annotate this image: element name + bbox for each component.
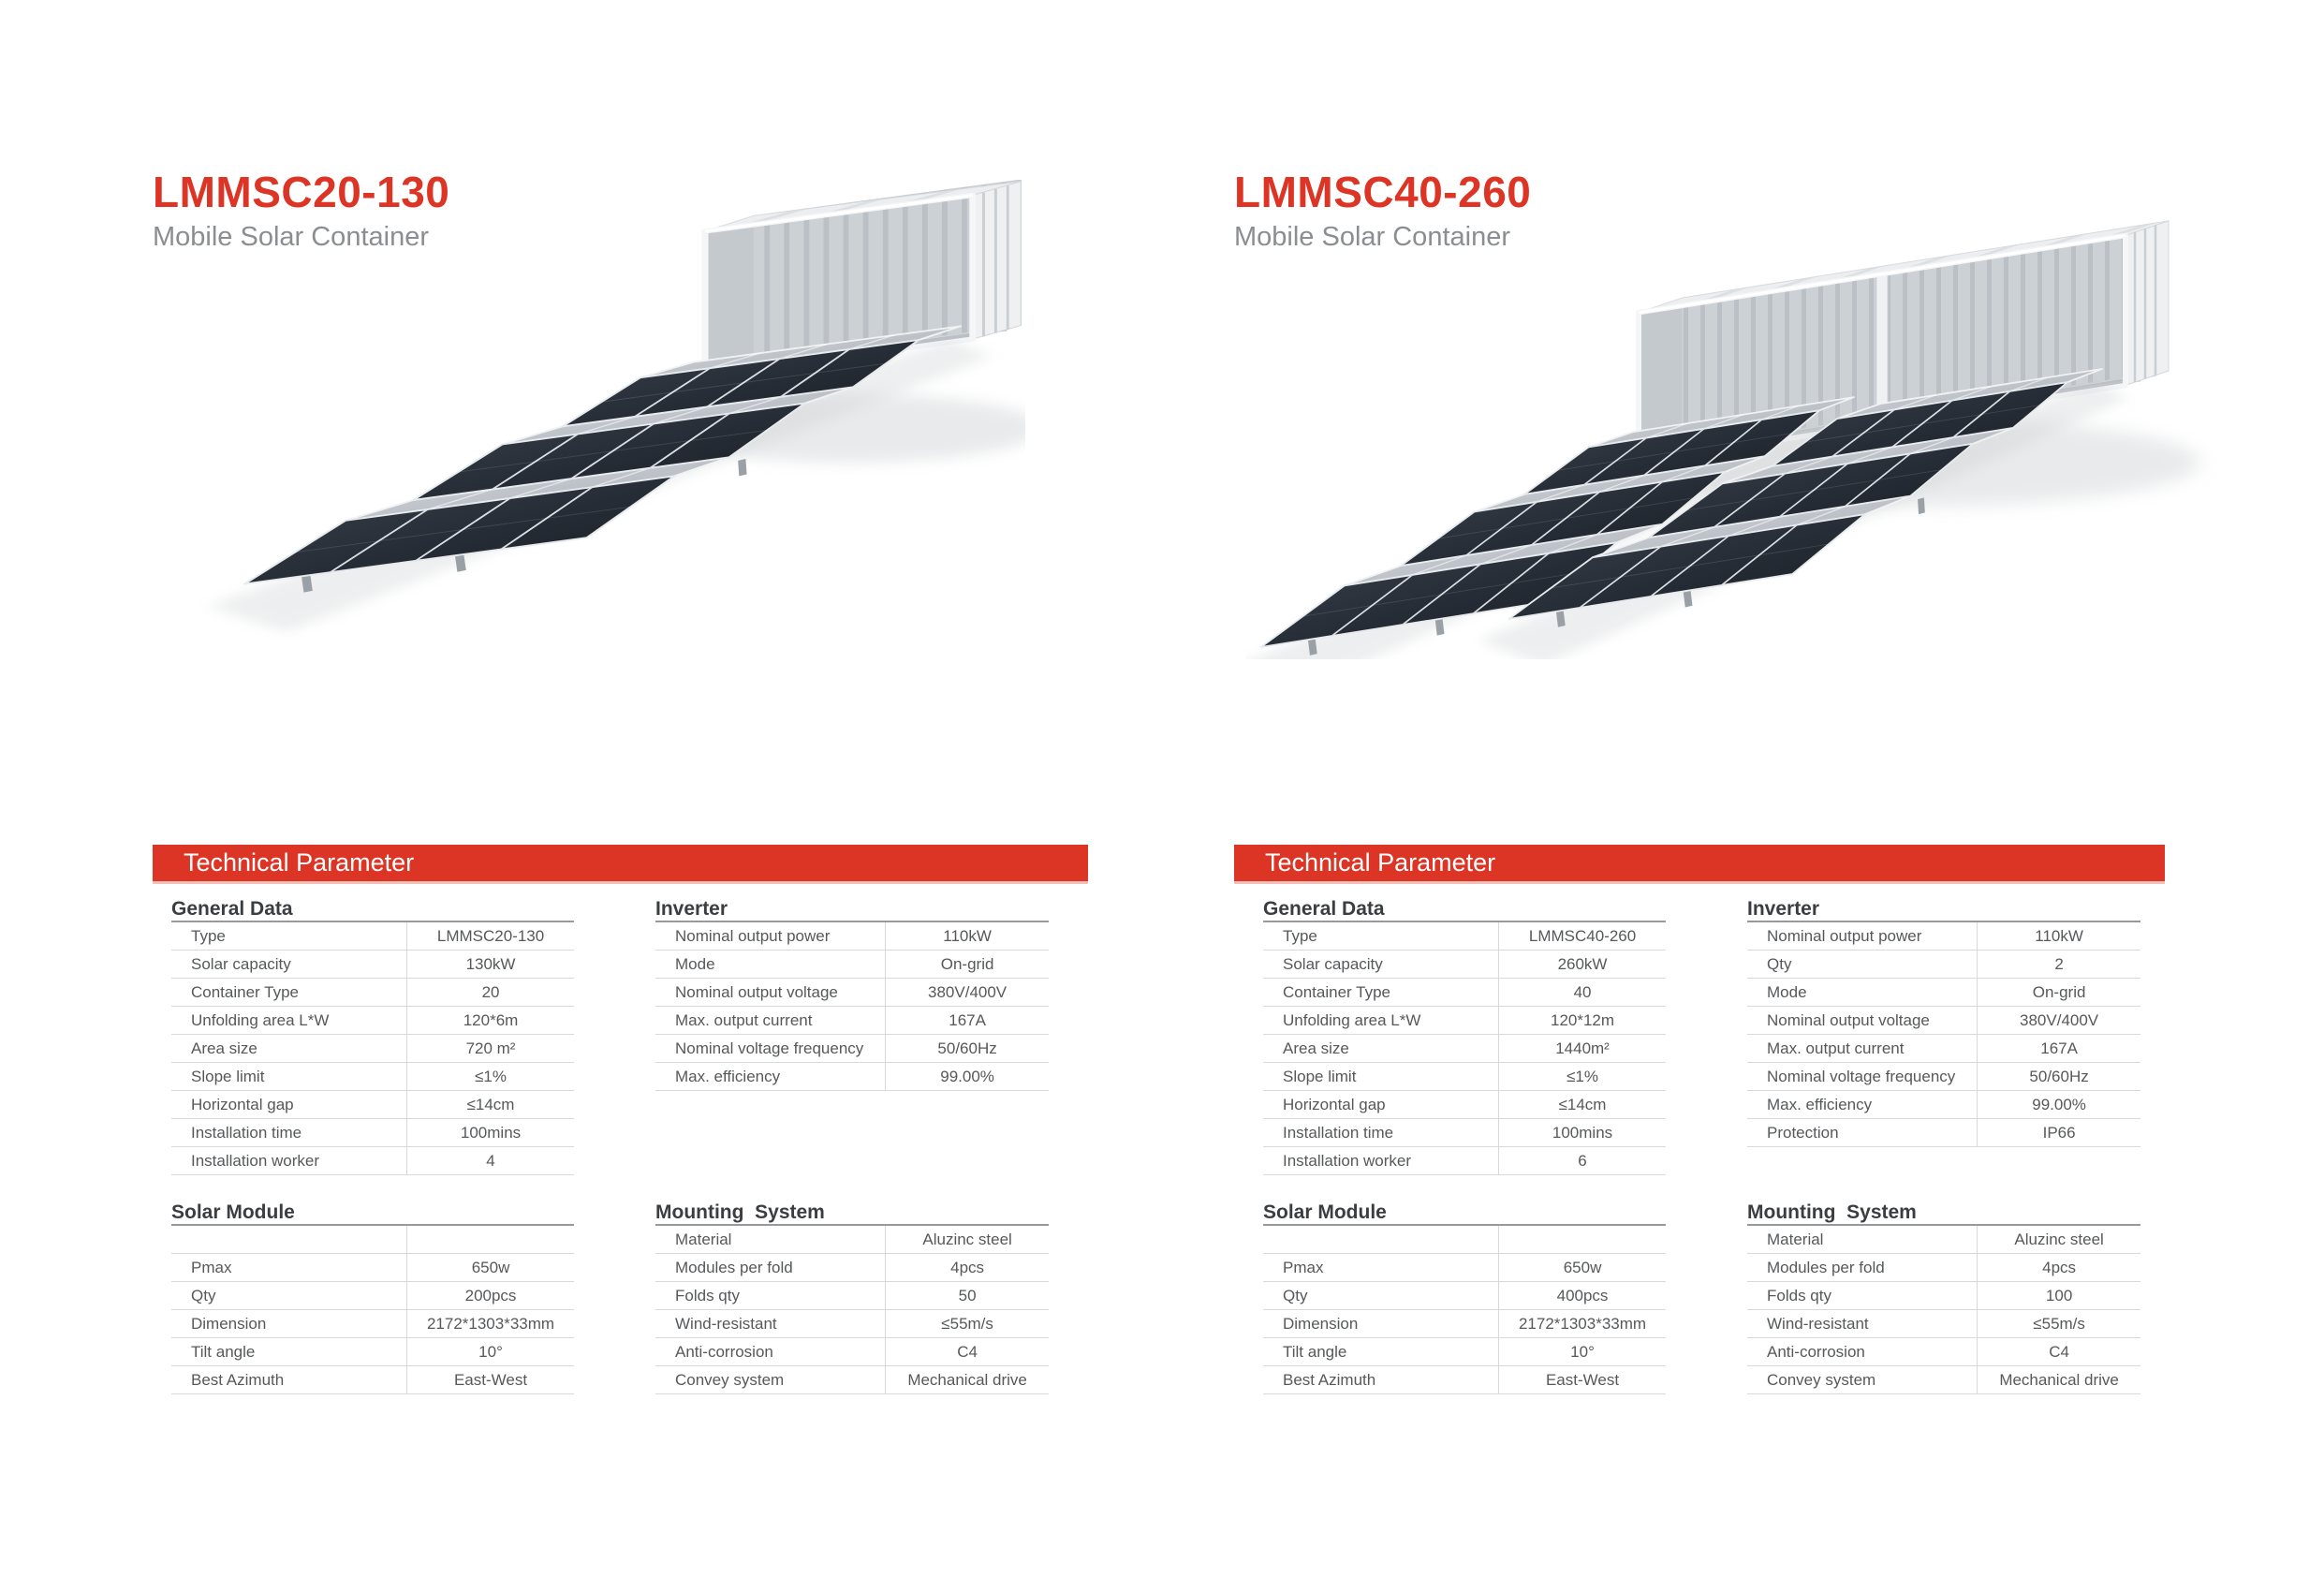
spec-value: 200pcs bbox=[407, 1282, 574, 1310]
spec-value: 380V/400V bbox=[1978, 1007, 2140, 1035]
section-title: General Data bbox=[171, 898, 293, 920]
table-row bbox=[655, 1225, 1049, 1254]
table-row bbox=[1263, 1282, 1666, 1310]
table-row bbox=[1263, 951, 1666, 979]
spec-value: 167A bbox=[886, 1007, 1049, 1035]
table-row bbox=[1263, 921, 1666, 951]
table-row bbox=[1263, 1091, 1666, 1119]
table-row bbox=[1747, 1063, 2140, 1091]
spec-value: 2172*1303*33mm bbox=[407, 1310, 574, 1338]
spec-label: Folds qty bbox=[655, 1282, 886, 1310]
spec-value: On-grid bbox=[886, 951, 1049, 979]
table-row bbox=[1747, 1282, 2140, 1310]
spec-label: Slope limit bbox=[171, 1063, 407, 1091]
spec-value: LMMSC40-260 bbox=[1528, 926, 1637, 945]
spec-label: Unfolding area L*W bbox=[171, 1007, 407, 1035]
spec-label: Anti-corrosion bbox=[655, 1338, 886, 1366]
spec-label: Pmax bbox=[1263, 1254, 1499, 1282]
spec-label: Folds qty bbox=[1747, 1282, 1978, 1310]
spec-label bbox=[1263, 1225, 1499, 1254]
table-row bbox=[1263, 1338, 1666, 1366]
spec-section-mounting-system bbox=[655, 1201, 1049, 1394]
spec-value: 100mins bbox=[1499, 1119, 1666, 1147]
spec-label: Nominal output power bbox=[655, 921, 886, 951]
spec-value: 110kW bbox=[943, 926, 992, 945]
section-title: Solar Module bbox=[1263, 1201, 1387, 1223]
spec-label: Solar capacity bbox=[171, 951, 407, 979]
table-row bbox=[1263, 1254, 1666, 1282]
table-row bbox=[1263, 1366, 1666, 1394]
spec-table bbox=[171, 1224, 574, 1394]
spec-value: 100 bbox=[1978, 1282, 2140, 1310]
spec-table bbox=[1263, 1224, 1666, 1394]
table-row bbox=[1747, 1225, 2140, 1254]
spec-label: Nominal voltage frequency bbox=[655, 1035, 886, 1063]
spec-label: Area size bbox=[171, 1035, 407, 1063]
spec-label: Tilt angle bbox=[1263, 1338, 1499, 1366]
spec-value: ≤1% bbox=[1499, 1063, 1666, 1091]
spec-section-solar-module bbox=[1263, 1201, 1666, 1394]
spec-label: Max. output current bbox=[1747, 1035, 1978, 1063]
spec-value: 650w bbox=[1499, 1254, 1666, 1282]
spec-section-general-data bbox=[171, 897, 574, 1175]
table-row bbox=[655, 921, 1049, 951]
spec-label: Wind-resistant bbox=[655, 1310, 886, 1338]
table-row bbox=[171, 1225, 574, 1254]
spec-label: Qty bbox=[1263, 1282, 1499, 1310]
spec-value: 10° bbox=[407, 1338, 574, 1366]
spec-value: C4 bbox=[886, 1338, 1049, 1366]
spec-value: Mechanical drive bbox=[1978, 1366, 2140, 1394]
banner-title: Technical Parameter bbox=[184, 848, 415, 877]
table-row bbox=[1747, 1338, 2140, 1366]
table-row bbox=[1747, 951, 2140, 979]
spec-label: Max. output current bbox=[655, 1007, 886, 1035]
section-title: Solar Module bbox=[171, 1201, 295, 1223]
product-subtitle: Mobile Solar Container bbox=[153, 222, 429, 252]
spec-value bbox=[1499, 1225, 1666, 1254]
table-row bbox=[1747, 979, 2140, 1007]
spec-value: 1440m² bbox=[1499, 1035, 1666, 1063]
table-row bbox=[171, 1338, 574, 1366]
table-row bbox=[1263, 1007, 1666, 1035]
spec-value: 4 bbox=[407, 1147, 574, 1175]
table-row bbox=[171, 1007, 574, 1035]
technical-parameter-banner bbox=[1234, 845, 2165, 884]
spec-label: Type bbox=[171, 921, 407, 951]
spec-value: 720 m² bbox=[407, 1035, 574, 1063]
table-row bbox=[1747, 1310, 2140, 1338]
spec-label: Nominal output voltage bbox=[1747, 1007, 1978, 1035]
spec-value: 260kW bbox=[1499, 951, 1666, 979]
table-row bbox=[171, 1310, 574, 1338]
spec-table bbox=[1747, 921, 2140, 1147]
spec-label: Installation time bbox=[1263, 1119, 1499, 1147]
table-row bbox=[655, 1338, 1049, 1366]
spec-value: East-West bbox=[1499, 1366, 1666, 1394]
section-title: Mounting System bbox=[1747, 1201, 1917, 1223]
spec-label: Wind-resistant bbox=[1747, 1310, 1978, 1338]
table-row bbox=[655, 951, 1049, 979]
spec-value: 400pcs bbox=[1499, 1282, 1666, 1310]
table-row bbox=[1263, 979, 1666, 1007]
table-row bbox=[1747, 1091, 2140, 1119]
spec-label: Anti-corrosion bbox=[1747, 1338, 1978, 1366]
spec-label: Nominal output voltage bbox=[655, 979, 886, 1007]
spec-label: Qty bbox=[171, 1282, 407, 1310]
spec-table bbox=[1747, 1224, 2140, 1394]
spec-label: Material bbox=[1747, 1225, 1978, 1254]
spec-value: 120*12m bbox=[1499, 1007, 1666, 1035]
spec-label: Modules per fold bbox=[1747, 1254, 1978, 1282]
spec-label: Installation time bbox=[171, 1119, 407, 1147]
spec-value: 40 bbox=[1499, 979, 1666, 1007]
spec-value: 4pcs bbox=[886, 1254, 1049, 1282]
spec-label: Modules per fold bbox=[655, 1254, 886, 1282]
table-row bbox=[655, 1063, 1049, 1091]
table-row bbox=[171, 1147, 574, 1175]
product-illustration-lmmsc20-130 bbox=[192, 180, 1025, 659]
table-row bbox=[171, 1254, 574, 1282]
spec-value: 120*6m bbox=[407, 1007, 574, 1035]
table-row bbox=[655, 1007, 1049, 1035]
spec-value: 2172*1303*33mm bbox=[1499, 1310, 1666, 1338]
spec-label: Mode bbox=[1747, 979, 1978, 1007]
spec-table bbox=[1263, 921, 1666, 1175]
table-row bbox=[171, 979, 574, 1007]
table-row bbox=[655, 979, 1049, 1007]
product-model-title: LMMSC40-260 bbox=[1234, 168, 1532, 216]
spec-label: Nominal voltage frequency bbox=[1747, 1063, 1978, 1091]
table-row bbox=[171, 1035, 574, 1063]
spec-label: Installation worker bbox=[1263, 1147, 1499, 1175]
spec-section-mounting-system bbox=[1747, 1201, 2140, 1394]
spec-value: Aluzinc steel bbox=[922, 1230, 1012, 1248]
spec-label: Best Azimuth bbox=[1263, 1366, 1499, 1394]
spec-label: Container Type bbox=[1263, 979, 1499, 1007]
spec-label: Convey system bbox=[1747, 1366, 1978, 1394]
spec-label: Tilt angle bbox=[171, 1338, 407, 1366]
spec-section-inverter bbox=[1747, 897, 2140, 1147]
spec-value: ≤55m/s bbox=[1978, 1310, 2140, 1338]
product-model-title: LMMSC20-130 bbox=[153, 168, 450, 216]
spec-label: Best Azimuth bbox=[171, 1366, 407, 1394]
table-row bbox=[1263, 1035, 1666, 1063]
spec-label: Max. efficiency bbox=[655, 1063, 886, 1091]
spec-value: 380V/400V bbox=[886, 979, 1049, 1007]
table-row bbox=[1263, 1225, 1666, 1254]
table-row bbox=[655, 1310, 1049, 1338]
table-row bbox=[655, 1282, 1049, 1310]
spec-label: Installation worker bbox=[171, 1147, 407, 1175]
section-title: General Data bbox=[1263, 898, 1385, 920]
spec-value: 4pcs bbox=[1978, 1254, 2140, 1282]
spec-label bbox=[171, 1225, 407, 1254]
table-row bbox=[1747, 1254, 2140, 1282]
spec-label: Solar capacity bbox=[1263, 951, 1499, 979]
spec-value: ≤14cm bbox=[1499, 1091, 1666, 1119]
spec-table bbox=[171, 921, 574, 1175]
spec-label: Dimension bbox=[171, 1310, 407, 1338]
table-row bbox=[1263, 1147, 1666, 1175]
table-row bbox=[655, 1035, 1049, 1063]
spec-label: Convey system bbox=[655, 1366, 886, 1394]
table-row bbox=[171, 1119, 574, 1147]
product-subtitle: Mobile Solar Container bbox=[1234, 222, 1510, 252]
spec-value: 167A bbox=[1978, 1035, 2140, 1063]
technical-parameter-banner bbox=[153, 845, 1088, 884]
table-row bbox=[1747, 921, 2140, 951]
spec-value: 50/60Hz bbox=[1978, 1063, 2140, 1091]
product-illustration-lmmsc40-260 bbox=[1245, 180, 2238, 659]
section-title: Mounting System bbox=[655, 1201, 825, 1223]
spec-value: Mechanical drive bbox=[886, 1366, 1049, 1394]
spec-label: Area size bbox=[1263, 1035, 1499, 1063]
table-row bbox=[1747, 1007, 2140, 1035]
spec-value: 50 bbox=[886, 1282, 1049, 1310]
spec-value bbox=[407, 1225, 574, 1254]
table-row bbox=[655, 1254, 1049, 1282]
spec-value: 10° bbox=[1499, 1338, 1666, 1366]
table-row bbox=[1747, 1035, 2140, 1063]
spec-value: 20 bbox=[407, 979, 574, 1007]
spec-value: 6 bbox=[1499, 1147, 1666, 1175]
spec-value: Aluzinc steel bbox=[2014, 1230, 2104, 1248]
spec-label: Slope limit bbox=[1263, 1063, 1499, 1091]
spec-label: Dimension bbox=[1263, 1310, 1499, 1338]
spec-value: 130kW bbox=[407, 951, 574, 979]
table-row bbox=[1747, 1366, 2140, 1394]
banner-title: Technical Parameter bbox=[1265, 848, 1496, 877]
spec-label: Qty bbox=[1747, 951, 1978, 979]
table-row bbox=[655, 1366, 1049, 1394]
spec-label: Max. efficiency bbox=[1747, 1091, 1978, 1119]
spec-label: Horizontal gap bbox=[1263, 1091, 1499, 1119]
table-row bbox=[1263, 1063, 1666, 1091]
spec-value: 100mins bbox=[407, 1119, 574, 1147]
table-row bbox=[171, 951, 574, 979]
spec-section-solar-module bbox=[171, 1201, 574, 1394]
spec-value: On-grid bbox=[1978, 979, 2140, 1007]
spec-label: Pmax bbox=[171, 1254, 407, 1282]
table-row bbox=[171, 921, 574, 951]
table-row bbox=[171, 1282, 574, 1310]
spec-value: C4 bbox=[1978, 1338, 2140, 1366]
spec-label: Protection bbox=[1747, 1119, 1978, 1147]
spec-value: 650w bbox=[407, 1254, 574, 1282]
table-row bbox=[171, 1063, 574, 1091]
spec-value: ≤1% bbox=[407, 1063, 574, 1091]
spec-label: Mode bbox=[655, 951, 886, 979]
spec-value: 2 bbox=[1978, 951, 2140, 979]
spec-table bbox=[655, 921, 1049, 1091]
spec-label: Unfolding area L*W bbox=[1263, 1007, 1499, 1035]
spec-value: East-West bbox=[407, 1366, 574, 1394]
spec-section-general-data bbox=[1263, 897, 1666, 1175]
table-row bbox=[1747, 1119, 2140, 1147]
spec-section-inverter bbox=[655, 897, 1049, 1091]
spec-value: ≤14cm bbox=[407, 1091, 574, 1119]
table-row bbox=[1263, 1310, 1666, 1338]
spec-value: 99.00% bbox=[1978, 1091, 2140, 1119]
spec-value: 99.00% bbox=[886, 1063, 1049, 1091]
spec-value: 50/60Hz bbox=[886, 1035, 1049, 1063]
table-row bbox=[171, 1091, 574, 1119]
spec-label: Container Type bbox=[171, 979, 407, 1007]
spec-value: LMMSC20-130 bbox=[436, 926, 545, 945]
table-row bbox=[171, 1366, 574, 1394]
spec-table bbox=[655, 1224, 1049, 1394]
spec-label: Type bbox=[1263, 921, 1499, 951]
spec-label: Material bbox=[655, 1225, 886, 1254]
table-row bbox=[1263, 1119, 1666, 1147]
spec-value: 110kW bbox=[2035, 926, 2083, 945]
spec-label: Horizontal gap bbox=[171, 1091, 407, 1119]
spec-value: ≤55m/s bbox=[886, 1310, 1049, 1338]
section-title: Inverter bbox=[1747, 898, 1820, 920]
section-title: Inverter bbox=[655, 898, 728, 920]
spec-label: Nominal output power bbox=[1747, 921, 1978, 951]
spec-value: IP66 bbox=[1978, 1119, 2140, 1147]
